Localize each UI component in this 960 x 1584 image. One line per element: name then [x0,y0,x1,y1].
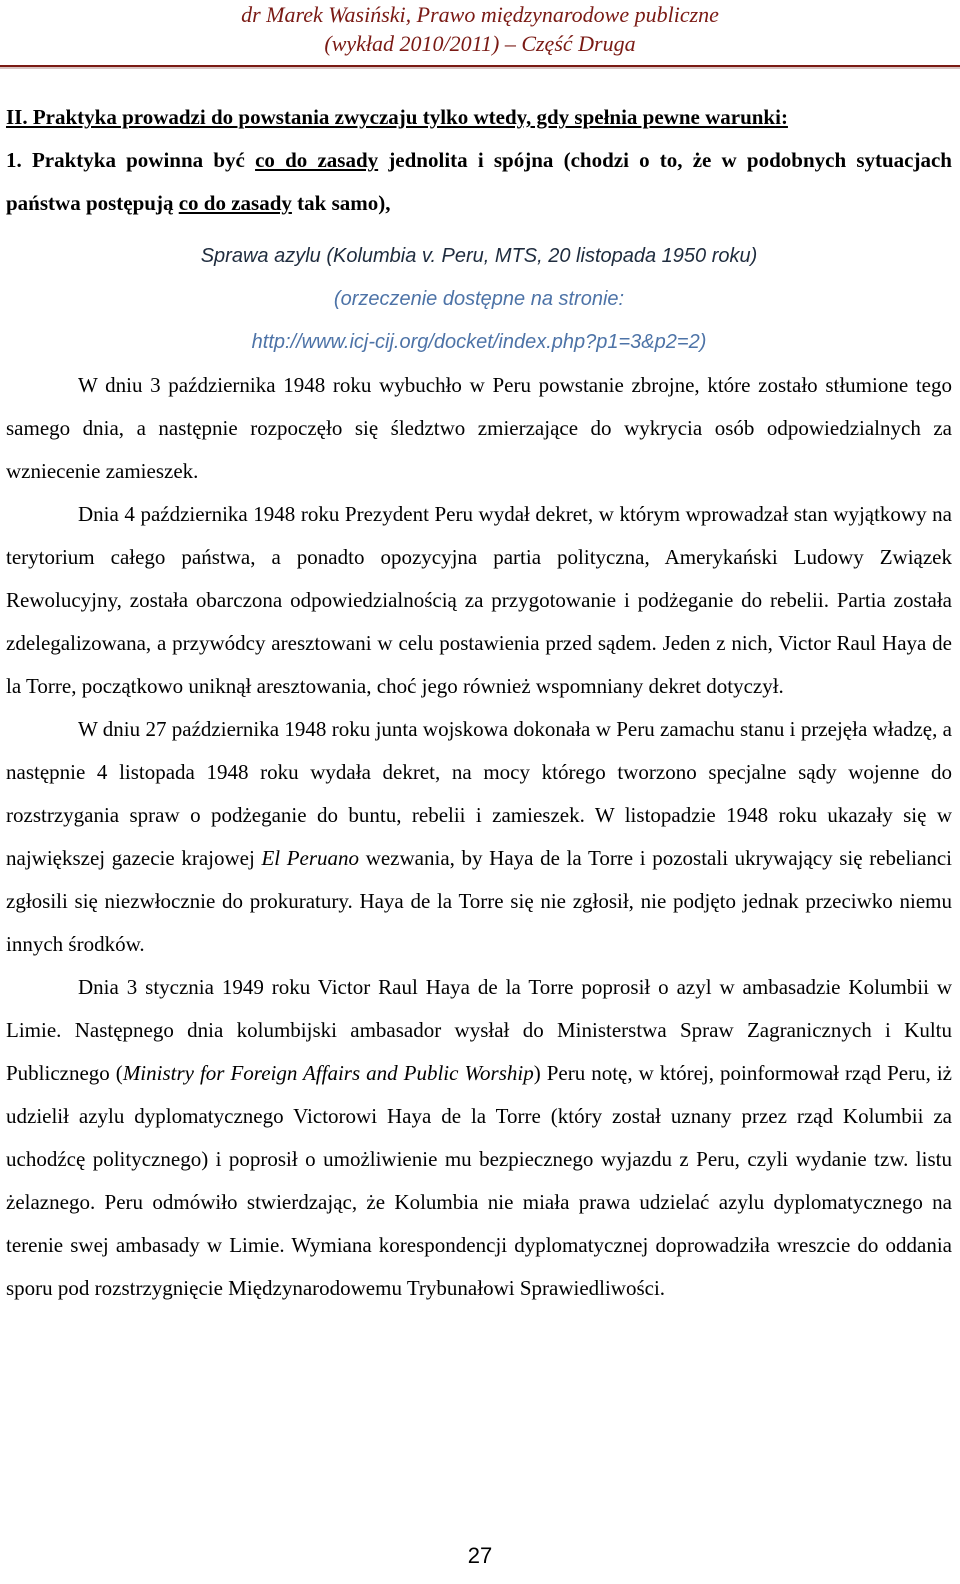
header-rule [0,65,960,67]
point-1 [6,139,952,225]
paragraph-3 [6,708,952,966]
point-1-text-c: tak samo), [291,191,391,215]
section-heading [6,96,952,139]
paragraph-4 [6,966,952,1310]
paragraph-1: W dniu 3 października 1948 roku wybuchło w Peru powstanie zbrojne, które zostało stłumione tego samego dnia, a następnie rozpoczęło się śledztwo zmierzające do wykrycia osób odpowiedzialnych za wzniecenie zamieszek. [6,373,952,483]
header-line-1: dr Marek Wasiński, Prawo międzynarodowe publiczne [241,2,719,27]
paragraph-4-text-b: ) Peru notę, w której, poinformował rząd Peru, iż udzielił azylu dyplomatycznego Victorowi Haya de la Torre (który został uznany przez rząd Kolumbii za uchodźcę politycznego) i poprosił o umożliwienie mu bezpiecznego wyjazdu z Peru, czyli wydanie tzw. listu żelaznego. Peru odmówiło stwierdzając, że Kolumbia nie miała prawa udzielać azylu dyplomatycznego na terenie swej ambasady w Limie. Wymiana korespondencji dyplomatycznej doprowadziła wreszcie do oddania sporu pod rozstrzygnięcie Międzynarodowemu Trybunałowi Sprawiedliwości. [6,1061,953,1300]
paragraph-4-text-a: Dnia 3 stycznia 1949 roku Victor Raul Haya de la Torre poprosił o azyl w ambasadzie Kolumbii w Limie. Następnego dnia kolumbijski ambasador wysłał do Ministerstwa Spraw Zagranicznych i Kultu Publicznego ( [6,975,952,1085]
case-citation [6,235,952,364]
document-body [6,96,952,1310]
newspaper-name: El Peruano [261,846,360,870]
page-number: 27 [467,1543,493,1568]
point-1-text-b: jednolita i spójna (chodzi o to, że w podobnych sytuacjach państwa postępują [6,148,952,215]
point-1-underline-b: co do zasady [178,191,292,215]
header-line-2: (wykład 2010/2011) – Część Druga [324,31,636,56]
case-title: Sprawa azylu (Kolumbia v. Peru, MTS, 20 listopada 1950 roku) [200,245,758,267]
point-1-text-a: 1. Praktyka powinna być [6,148,256,172]
section-heading-text: II. Praktyka prowadzi do powstania zwyczaju tylko wtedy, gdy spełnia pewne warunki: [6,105,788,129]
paragraph-3-text-b: wezwania, by Haya de la Torre i pozostali ukrywający się rebelianci zgłosili się niezwłocznie do prokuratury. Haya de la Torre się nie zgłosił, nie podjęto jednak przeciwko niemu innych środków. [6,846,952,956]
paragraph-2: Dnia 4 października 1948 roku Prezydent Peru wydał dekret, w którym wprowadzał stan wyjątkowy na terytorium całego państwa, a ponadto opozycyjna partia polityczna, Amerykański Ludowy Związek Rewolucyjny, została obarczona odpowiedzialnością za przygotowanie i podżeganie do rebelii. Partia została zdelegalizowana, a przywódcy aresztowani w celu postawienia przed sądem. Jeden z nich, Victor Raul Haya de la Torre, początkowo uniknął aresztowania, choć jego również wspomniany dekret dotyczył. [6,502,952,698]
ministry-english-name: Ministry for Foreign Affairs and Public Worship [122,1061,534,1085]
point-1-underline-a: co do zasady [255,148,379,172]
case-url-link[interactable]: http://www.icj-cij.org/docket/index.php?p1=3&p2=2) [251,331,707,353]
paragraph-3-text-a: W dniu 27 października 1948 roku junta wojskowa dokonała w Peru zamachu stanu i przejęła władzę, a następnie 4 listopada 1948 roku wydała dekret, na mocy którego tworzono specjalne sądy wojenne do rozstrzygania spraw o podżeganie do buntu, rebelii i zamieszek. W listopadzie 1948 roku ukazały się w największej gazecie krajowej [6,717,952,870]
page-header [0,0,960,58]
case-note: (orzeczenie dostępne na stronie: [333,288,625,310]
